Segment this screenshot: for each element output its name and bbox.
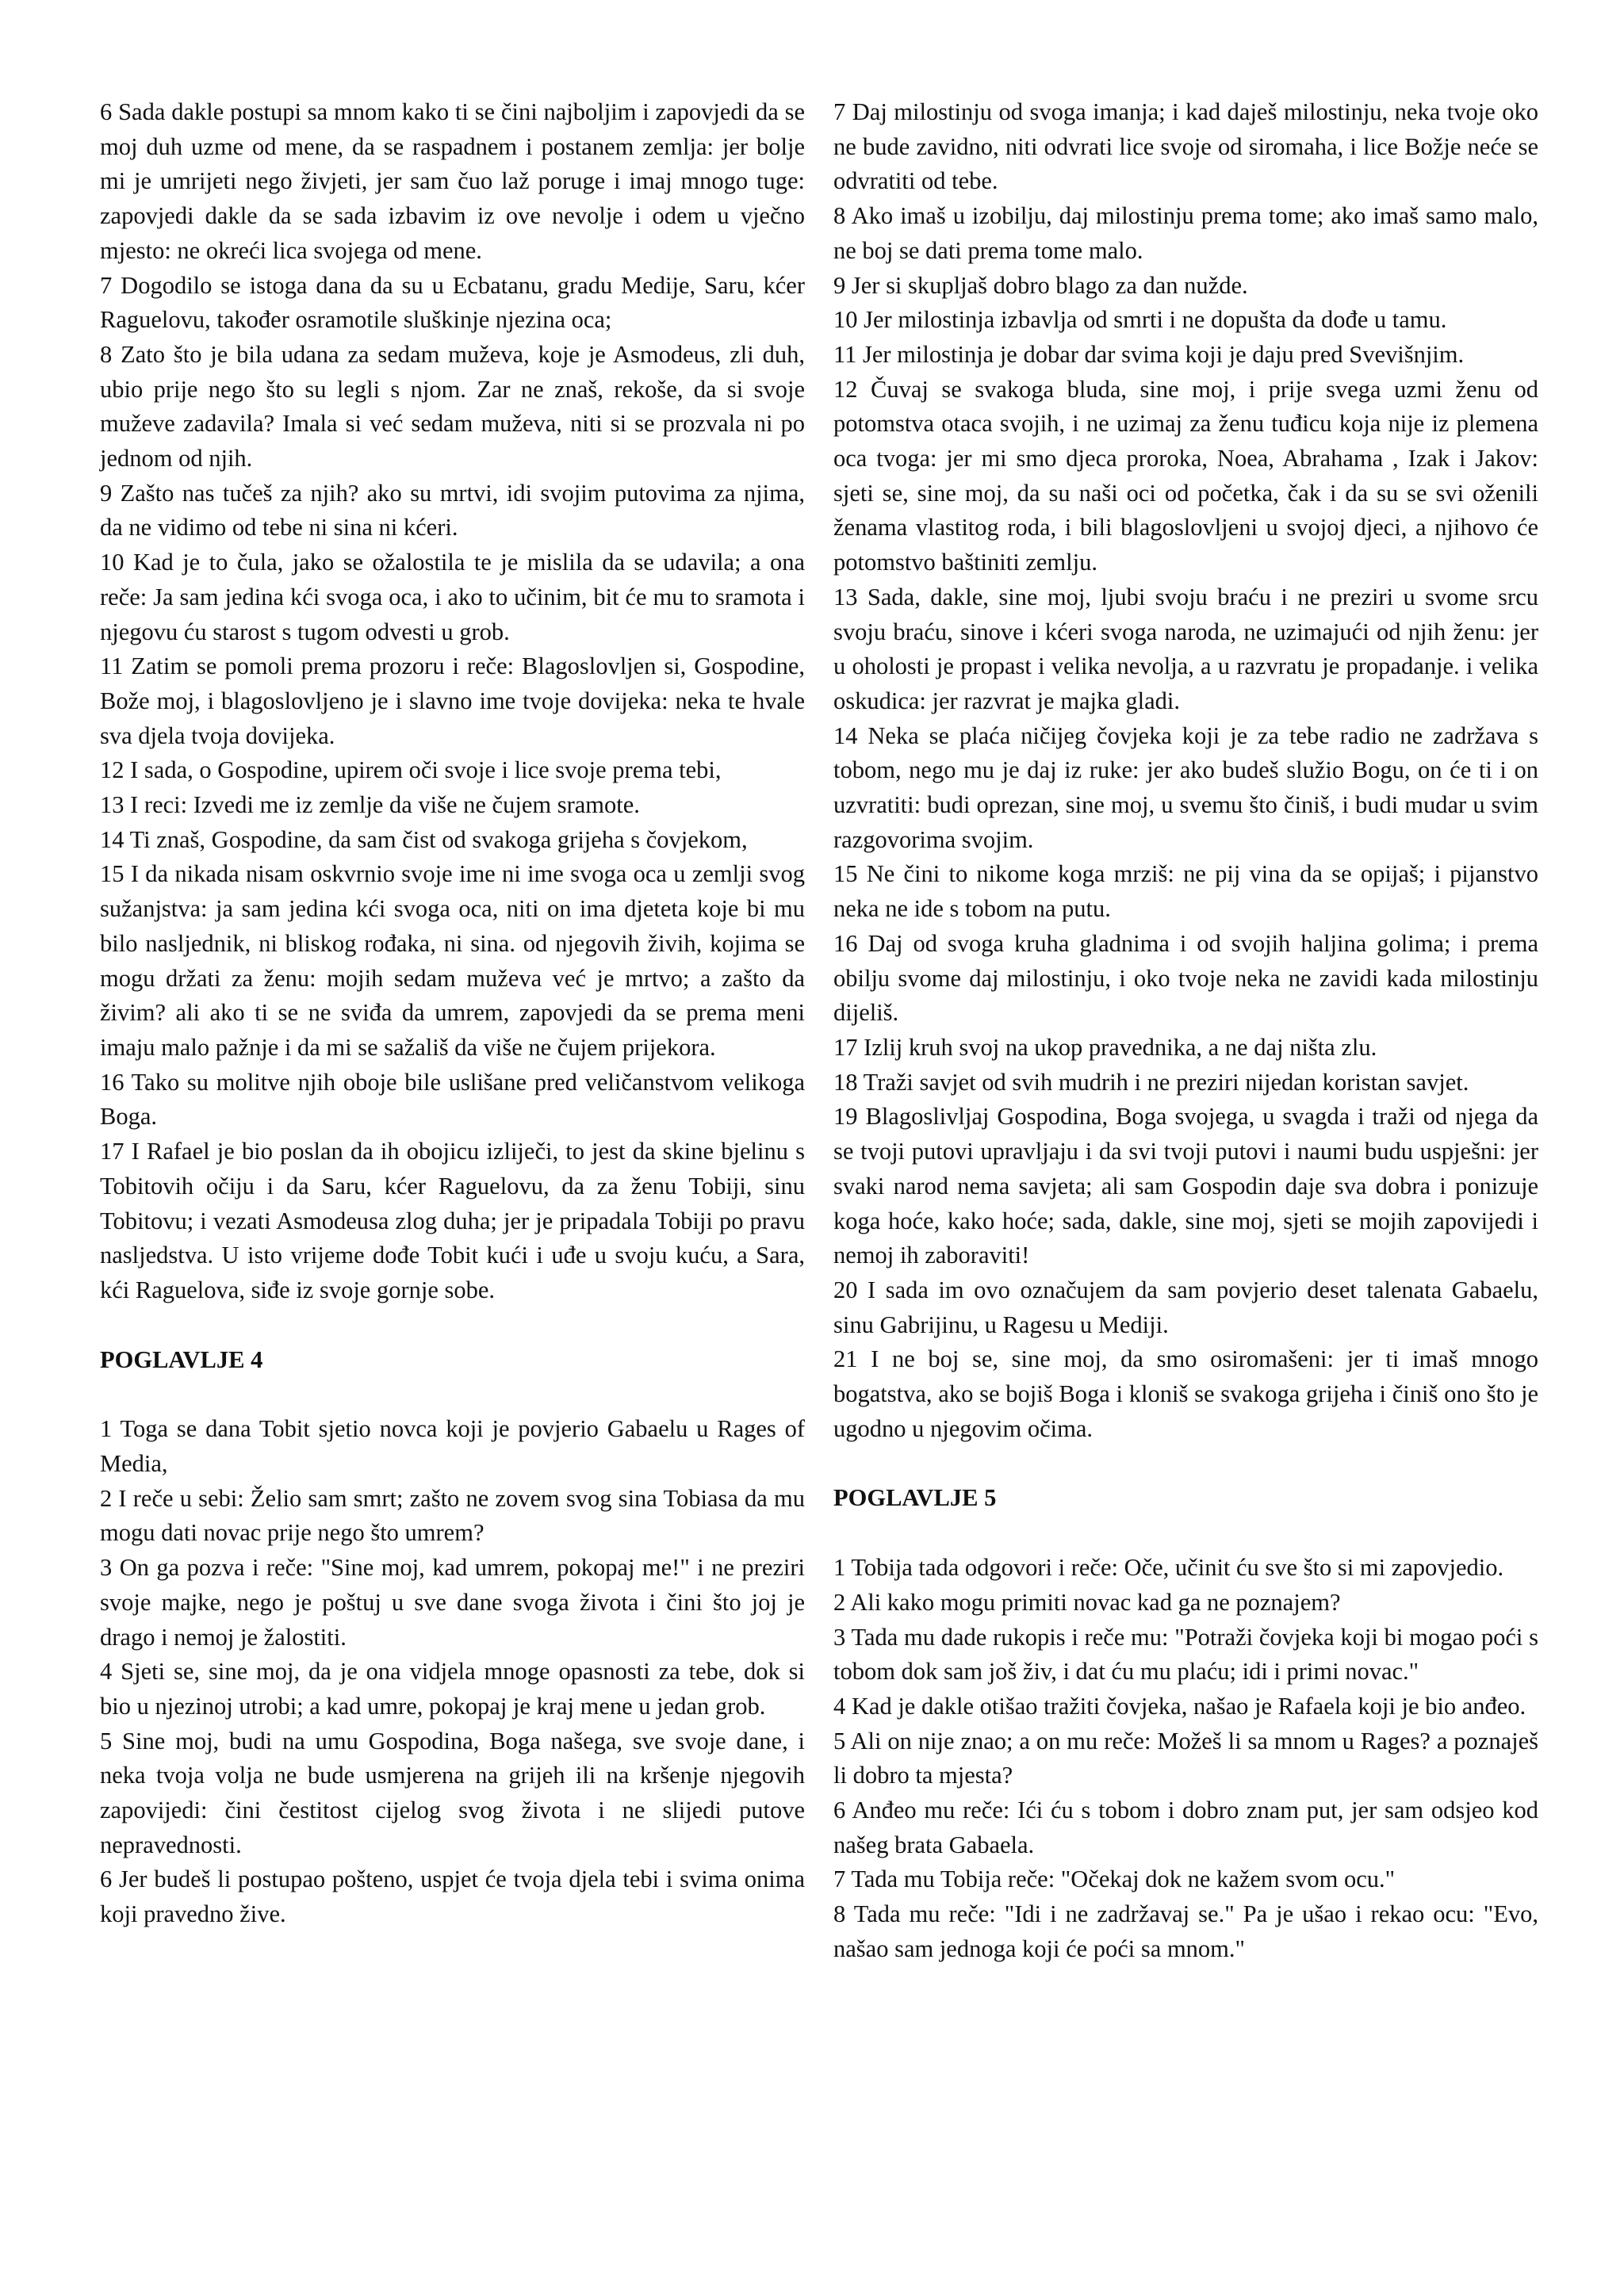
- verse-paragraph: 15 Ne čini to nikome koga mrziš: ne pij vina da se opijaš; i pijanstvo neka ne ide s tobom na putu.: [833, 860, 1538, 923]
- verse-paragraph: 12 Čuvaj se svakoga bluda, sine moj, i prije svega uzmi ženu od potomstva otaca svojih, i ne uzimaj za ženu tuđicu koja nije iz plemena oca tvoga: jer mi smo djeca proroka, Noea, Abrahama , Izak i Jakov: sjeti se, sine moj, da su naši oci od početka, čak i da su se svi oženili ženama vlastitog roda, i bili blagoslovljeni u svojoj djeci, a njihovo će potomstvo baštiniti zemlju.: [833, 375, 1538, 576]
- verse-paragraph: 7 Daj milostinju od svoga imanja; i kad daješ milostinju, neka tvoje oko ne bude zavidno, niti odvrati lice svoje od siromaha, i lice Božje neće se odvratiti od tebe.: [833, 98, 1538, 195]
- chapter5-verses: [833, 1551, 1538, 1966]
- verse-paragraph: 15 I da nikada nisam oskvrnio svoje ime ni ime svoga oca u zemlji svog sužanjstva: ja sam jedina kći svoga oca, niti on ima djeteta koje bi mu bilo nasljednik, ni bliskog rođaka, ni sina. od njegovih živih, kojima se mogu držati za ženu: mojih sedam muževa već je mrtvo; a zašto da živim? ali ako ti se ne sviđa da umrem, zapovjedi da se prema meni imaju malo pažnje i da mi se sažališ da više ne čujem prijekora.: [100, 860, 805, 1061]
- verse-paragraph: 12 I sada, o Gospodine, upirem oči svoje i lice svoje prema tebi,: [100, 756, 722, 784]
- verse-paragraph: 10 Kad je to čula, jako se ožalostila te je mislila da se udavila; a ona reče: Ja sam jedina kći svoga oca, i ako to učinim, bit će mu to sramota i njegovu ću starost s tugom odvesti u grob.: [100, 549, 805, 645]
- verse-paragraph: 1 Tobija tada odgovori i reče: Oče, učinit ću sve što si mi zapovjedio.: [833, 1554, 1504, 1582]
- verse-paragraph: 11 Zatim se pomoli prema prozoru i reče: Blagoslovljen si, Gospodine, Bože moj, i blagoslovljeno je i slavno ime tvoje dovijeka: neka te hvale sva djela tvoja dovijeka.: [100, 652, 805, 749]
- verse-paragraph: 14 Ti znaš, Gospodine, da sam čist od svakoga grijeha s čovjekom,: [100, 825, 748, 853]
- verse-paragraph: 3 On ga pozva i reče: "Sine moj, kad umrem, pokopaj me!" i ne preziri svoje majke, nego je poštuj u sve dane svoga života i čini što joj je drago i nemoj je žalostiti.: [100, 1554, 805, 1651]
- left-column: [100, 95, 805, 2267]
- verse-paragraph: 9 Zašto nas tučeš za njih? ako su mrtvi, idi svojim putovima za njima, da ne vidimo od tebe ni sina ni kćeri.: [100, 479, 805, 541]
- chapter4-verses-part2: [833, 95, 1538, 1446]
- verse-paragraph: 9 Jer si skupljaš dobro blago za dan nužde.: [833, 271, 1248, 299]
- verse-paragraph: 11 Jer milostinja je dobar dar svima koji je daju pred Svevišnjim.: [833, 340, 1465, 368]
- verse-paragraph: 13 I reci: Izvedi me iz zemlje da više ne čujem sramote.: [100, 791, 640, 819]
- verse-paragraph: 13 Sada, dakle, sine moj, ljubi svoju braću i ne preziri u svome srcu svoju braću, sinove i kćeri svoga naroda, ne uzimajući od njih ženu: jer u oholosti je propast i velika nevolja, a u razvratu je propadanje. i velika oskudica: jer razvrat je majka gladi.: [833, 583, 1538, 714]
- verse-paragraph: 6 Sada dakle postupi sa mnom kako ti se čini najboljim i zapovjedi da se moj duh uzme od mene, da se raspadnem i postanem zemlja: jer bolje mi je umrijeti nego živjeti, jer sam čuo laž poruge i imaj mnogo tuge: zapovjedi dakle da se sada izbavim iz ove nevolje i odem u vječno mjesto: ne okreći lica svojega od mene.: [100, 98, 805, 264]
- verse-paragraph: 2 Ali kako mogu primiti novac kad ga ne poznajem?: [833, 1588, 1341, 1616]
- verse-paragraph: 4 Kad je dakle otišao tražiti čovjeka, našao je Rafaela koji je bio anđeo.: [833, 1692, 1526, 1720]
- verse-paragraph: 8 Ako imaš u izobilju, daj milostinju prema tome; ako imaš samo malo, ne boj se dati prema tome malo.: [833, 202, 1538, 264]
- verse-paragraph: 18 Traži savjet od svih mudrih i ne preziri nijedan koristan savjet.: [833, 1068, 1469, 1096]
- chapter-heading: POGLAVLJE 5: [833, 1484, 997, 1512]
- verse-paragraph: 6 Anđeo mu reče: Ići ću s tobom i dobro znam put, jer sam odsjeo kod našeg brata Gabaela.: [833, 1797, 1538, 1858]
- verse-paragraph: 5 Sine moj, budi na umu Gospodina, Boga našega, sve svoje dane, i neka tvoja volja ne bude usmjerena na grijeh ili na kršenje njegovih zapovijedi: čini čestitost cijelog svog života i ne slijedi putove nepravednosti.: [100, 1727, 805, 1858]
- verse-paragraph: 7 Tada mu Tobija reče: "Očekaj dok ne kažem svom ocu.": [833, 1866, 1396, 1893]
- verse-paragraph: 20 I sada im ovo označujem da sam povjerio deset talenata Gabaelu, sinu Gabrijinu, u Ragesu u Mediji.: [833, 1276, 1538, 1338]
- chapter4-verses-part1: [100, 1412, 805, 1932]
- chapter-heading: POGLAVLJE 4: [100, 1345, 263, 1373]
- verse-paragraph: 2 I reče u sebi: Želio sam smrt; zašto ne zovem svog sina Tobiasa da mu mogu dati novac prije nego što umrem?: [100, 1484, 805, 1547]
- verse-paragraph: 3 Tada mu dade rukopis i reče mu: "Potraži čovjeka koji bi mogao poći s tobom dok sam još živ, i dat ću mu plaću; idi i primi novac.": [833, 1623, 1538, 1686]
- verse-paragraph: 17 Izlij kruh svoj na ukop pravednika, a ne daj ništa zlu.: [833, 1033, 1377, 1061]
- document-page: [100, 95, 1538, 2267]
- verse-paragraph: 5 Ali on nije znao; a on mu reče: Možeš li sa mnom u Rages? a poznaješ li dobro ta mjesta?: [833, 1727, 1538, 1789]
- verse-paragraph: 1 Toga se dana Tobit sjetio novca koji je povjerio Gabaelu u Rages of Media,: [100, 1415, 805, 1478]
- right-column: [833, 95, 1538, 2267]
- verse-paragraph: 10 Jer milostinja izbavlja od smrti i ne dopušta da dođe u tamu.: [833, 306, 1447, 334]
- verse-paragraph: 16 Daj od svoga kruha gladnima i od svojih haljina golima; i prema obilju svome daj milostinju, i oko tvoje neka ne zavidi kada milostinju dijeliš.: [833, 929, 1538, 1027]
- chapter3-verses: [100, 95, 805, 1308]
- verse-paragraph: 7 Dogodilo se istoga dana da su u Ecbatanu, gradu Medije, Saru, kćer Raguelovu, također osramotile sluškinje njezina oca;: [100, 271, 805, 334]
- verse-paragraph: 8 Zato što je bila udana za sedam muževa, koje je Asmodeus, zli duh, ubio prije nego što su legli s njom. Zar ne znaš, rekoše, da si svoje muževe zadavila? Imala si već sedam muževa, niti si se prozvala ni po jednom od njih.: [100, 340, 805, 473]
- verse-paragraph: 21 I ne boj se, sine moj, da smo osiromašeni: jer ti imaš mnogo bogatstva, ako se bojiš Boga i kloniš se svakoga grijeha i činiš ono što je ugodno u njegovim očima.: [833, 1345, 1538, 1442]
- verse-paragraph: 17 I Rafael je bio poslan da ih obojicu izliječi, to jest da skine bjelinu s Tobitovih očiju i da Saru, kćer Raguelovu, da za ženu Tobiji, sinu Tobitovu; i vezati Asmodeusa zlog duha; jer je pripadala Tobiji po pravu nasljedstva. U isto vrijeme dođe Tobit kući i uđe u svoju kuću, a Sara, kći Raguelova, siđe iz svoje gornje sobe.: [100, 1138, 805, 1303]
- verse-paragraph: 6 Jer budeš li postupao pošteno, uspjet će tvoja djela tebi i svima onima koji pravedno žive.: [100, 1866, 805, 1928]
- verse-paragraph: 8 Tada mu reče: "Idi i ne zadržavaj se." Pa je ušao i rekao ocu: "Evo, našao sam jednoga koji će poći sa mnom.": [833, 1900, 1538, 1962]
- verse-paragraph: 4 Sjeti se, sine moj, da je ona vidjela mnoge opasnosti za tebe, dok si bio u njezinoj utrobi; a kad umre, pokopaj je kraj mene u jedan grob.: [100, 1658, 805, 1720]
- verse-paragraph: 14 Neka se plaća ničijeg čovjeka koji je za tebe radio ne zadržava s tobom, nego mu je daj iz ruke: jer ako budeš služio Bogu, on će ti i on uzvratiti: budi oprezan, sine moj, u svemu što činiš, i budi mudar u svim razgovorima svojim.: [833, 721, 1538, 853]
- verse-paragraph: 19 Blagoslivljaj Gospodina, Boga svojega, u svagda i traži od njega da se tvoji putovi upravljaju i da svi tvoji putovi i naumi budu uspješni: jer svaki narod nema savjeta; ali sam Gospodin daje sva dobra i ponizuje koga hoće, kako hoće; sada, dakle, sine moj, sjeti se mojih zapovijedi i nemoj ih zaboraviti!: [833, 1103, 1538, 1269]
- verse-paragraph: 16 Tako su molitve njih oboje bile uslišane pred veličanstvom velikoga Boga.: [100, 1068, 805, 1131]
